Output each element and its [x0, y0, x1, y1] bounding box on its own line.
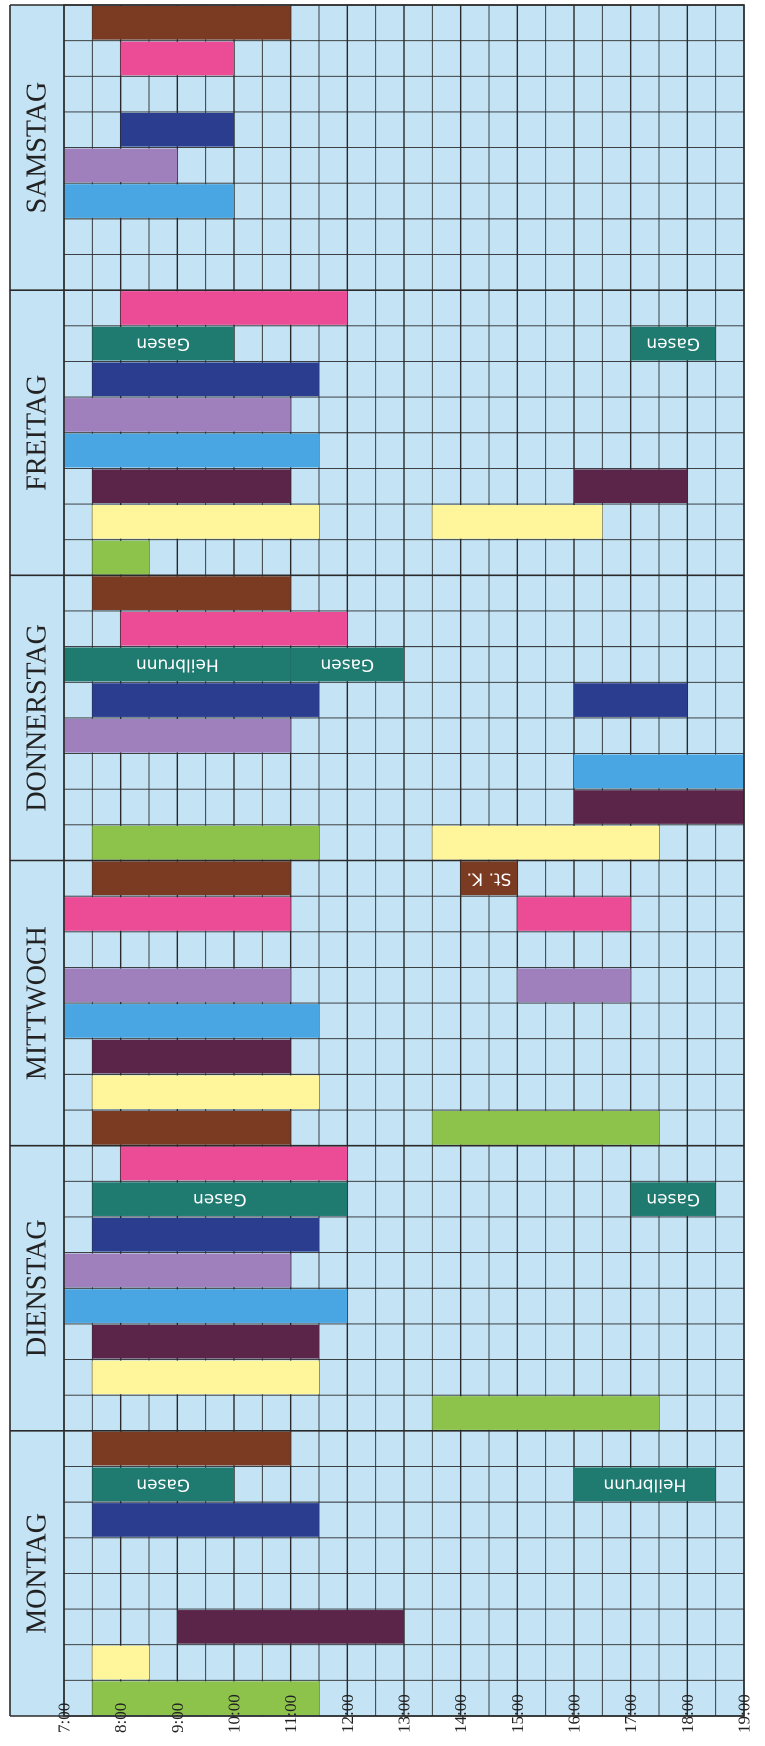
day-label: DIENSTAG	[21, 1219, 53, 1358]
schedule-bar	[574, 469, 687, 503]
schedule-bar	[92, 541, 149, 575]
schedule-bar	[92, 1361, 319, 1395]
schedule-bar	[64, 1254, 291, 1288]
time-tick-label: 18:00	[677, 1694, 697, 1733]
time-tick-label: 13:00	[394, 1694, 414, 1733]
bar-label: Heilbrunn	[603, 1474, 687, 1495]
schedule-bar	[64, 434, 319, 468]
bar-label: Gasen	[136, 1474, 191, 1495]
schedule-bar	[432, 505, 602, 539]
schedule-bar	[517, 897, 630, 931]
schedule-bar	[121, 42, 234, 76]
schedule-bar	[432, 1396, 659, 1430]
schedule-bar	[121, 113, 234, 147]
schedule-bar	[92, 1503, 319, 1537]
schedule-bar	[432, 826, 659, 860]
time-tick-label: 11:00	[281, 1694, 301, 1733]
bar-label: Heilbrunn	[135, 654, 219, 675]
time-tick-label: 8:00	[111, 1702, 131, 1733]
schedule-bar	[64, 398, 291, 432]
bar-label: St. K.	[466, 868, 512, 889]
time-tick-label: 9:00	[167, 1702, 187, 1733]
schedule-bar	[92, 1432, 290, 1466]
schedule-bar	[92, 1040, 290, 1074]
time-tick-label: 16:00	[564, 1694, 584, 1733]
bar-label: Gasen	[136, 333, 191, 354]
schedule-bar	[177, 1610, 404, 1644]
schedule-bar	[121, 291, 348, 325]
time-tick-label: 17:00	[621, 1694, 641, 1733]
schedule-bar	[92, 576, 290, 610]
schedule-bar	[64, 719, 291, 753]
day-label: SAMSTAG	[21, 81, 53, 214]
schedule-bar	[64, 1289, 347, 1323]
schedule-bar	[92, 469, 290, 503]
schedule-bar	[92, 683, 319, 717]
schedule-bar	[64, 968, 291, 1002]
schedule-bar	[92, 1325, 319, 1359]
schedule-bar	[64, 1004, 319, 1038]
day-label: MITTWOCH	[21, 926, 53, 1081]
schedule-bar	[432, 1111, 659, 1145]
schedule-bar	[121, 1147, 348, 1181]
schedule-bar	[64, 897, 291, 931]
schedule-bar	[64, 149, 177, 183]
schedule-bar	[92, 1075, 319, 1109]
schedule-bar	[92, 862, 290, 896]
schedule-bar	[92, 1646, 149, 1680]
schedule-bar	[64, 184, 234, 218]
schedule-bar	[92, 826, 319, 860]
day-label: MONTAG	[21, 1513, 53, 1634]
schedule-bar	[92, 6, 290, 40]
time-tick-label: 12:00	[337, 1694, 357, 1733]
bar-label: Gasen	[646, 333, 701, 354]
schedule-bar	[574, 790, 744, 824]
schedule-bar	[517, 968, 630, 1002]
day-label: FREITAG	[21, 374, 53, 491]
time-tick-label: 14:00	[451, 1694, 471, 1733]
schedule-bar	[574, 755, 744, 789]
schedule-bar	[574, 683, 687, 717]
time-tick-label: 7:00	[54, 1702, 74, 1733]
schedule-bar	[92, 362, 319, 396]
time-tick-label: 19:00	[734, 1694, 754, 1733]
schedule-bar	[92, 1218, 319, 1252]
bar-label: Gasen	[646, 1189, 701, 1210]
day-label: DONNERSTAG	[21, 624, 53, 812]
bar-label: Gasen	[320, 654, 375, 675]
schedule-bar	[92, 1111, 290, 1145]
time-tick-label: 15:00	[507, 1694, 527, 1733]
time-tick-label: 10:00	[224, 1694, 244, 1733]
schedule-bar	[121, 612, 348, 646]
schedule-bar	[92, 505, 319, 539]
bar-label: Gasen	[192, 1189, 247, 1210]
